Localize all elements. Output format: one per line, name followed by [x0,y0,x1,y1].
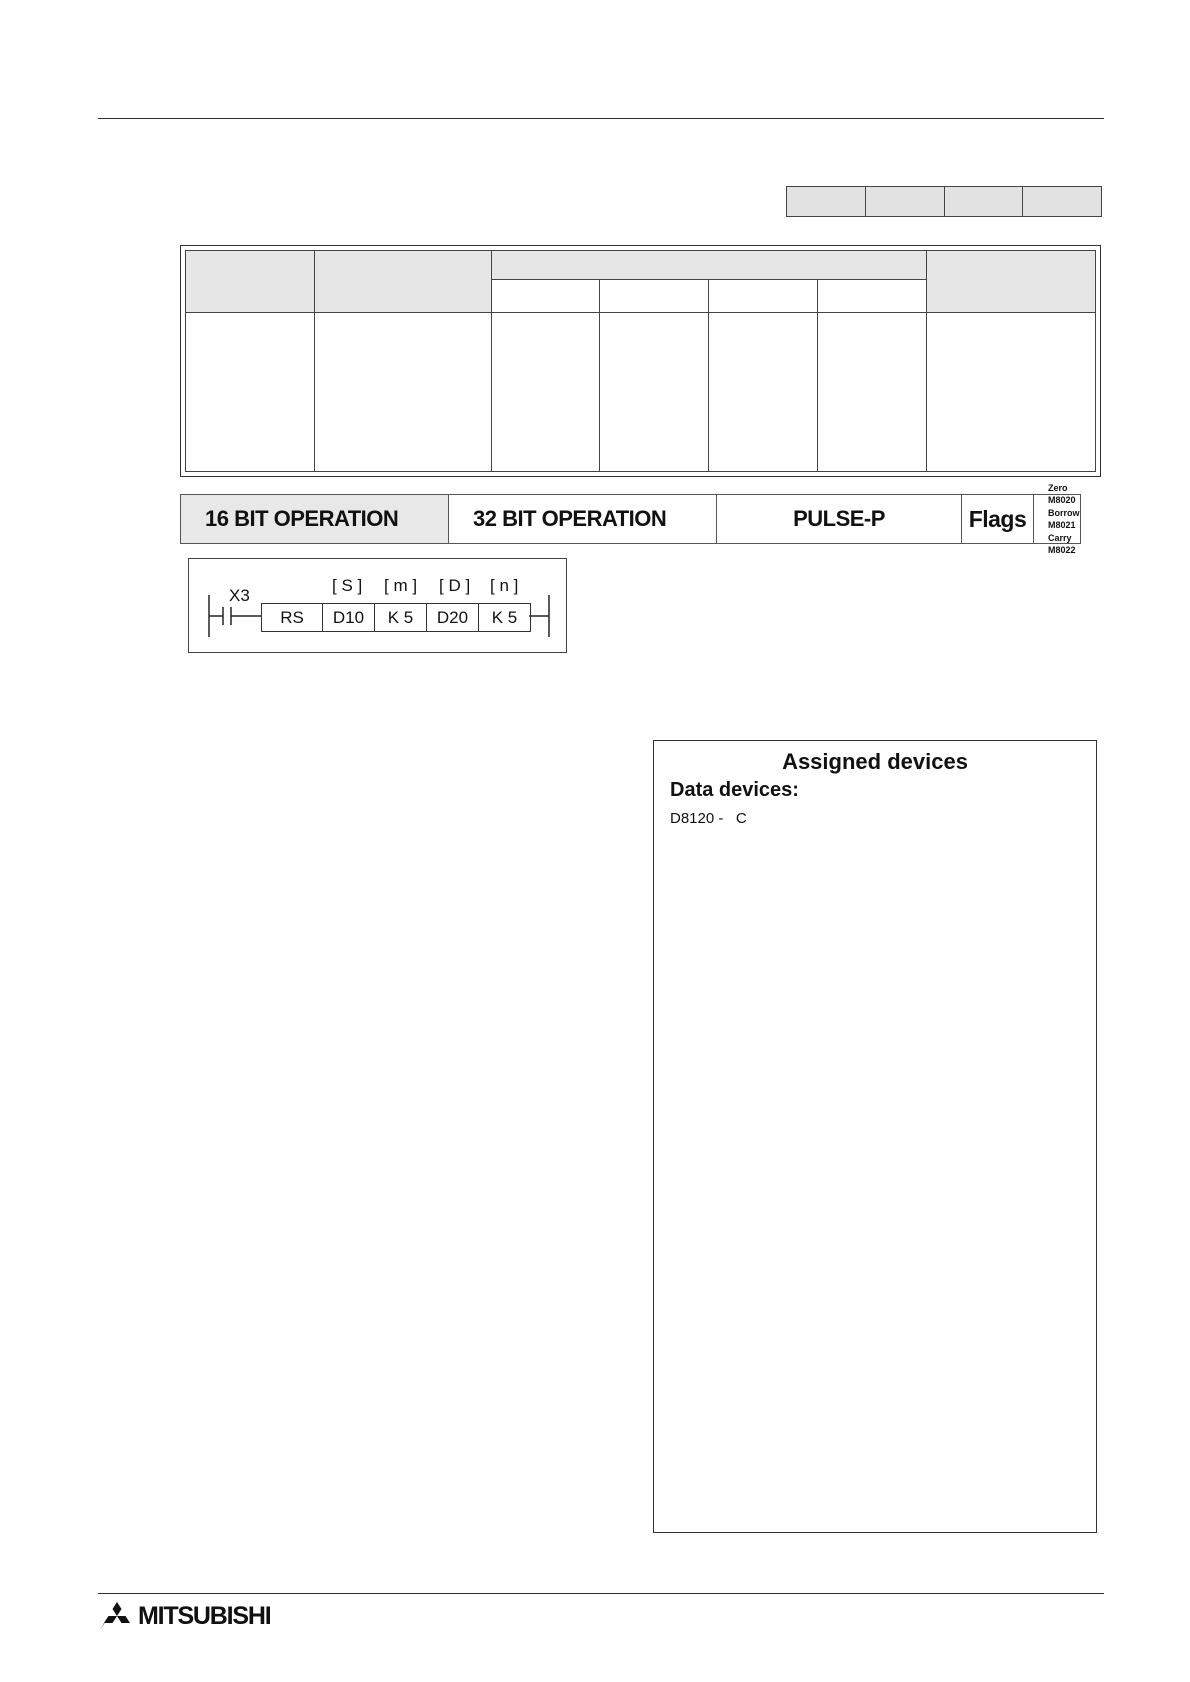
operand-label-n: [ n ] [490,576,519,595]
operand-m-header [600,280,709,313]
brand-name: MITSUBISHI [138,1601,271,1630]
header-cell-3 [945,187,1024,216]
mitsubishi-logo [100,1602,270,1630]
header-cells [786,186,1102,217]
operand-d-cell [709,313,818,472]
operand-m-value: K 5 [375,604,427,631]
header-cell-4 [1023,187,1101,216]
header-cell-2 [866,187,945,216]
bit16-label: 16 BIT OPERATION [205,506,399,531]
operand-m-cell [600,313,709,472]
operand-d-value: D20 [427,604,479,631]
operation-bar [180,482,1081,555]
data-device-line: D8120 - C [670,810,747,827]
instruction-mnemonic: RS [262,604,323,631]
operand-s-cell [492,313,600,472]
operand-table [180,245,1101,477]
three-diamonds-icon [100,1602,134,1630]
bit16-operation [181,495,449,543]
pulse-operation [717,495,962,543]
mnemonic-cell [186,313,315,472]
function-header [315,251,492,313]
instruction-block [261,603,531,632]
operand-label-s: [ S ] [332,576,363,595]
operand-n-header [818,280,927,313]
operand-label-d: [ D ] [439,576,471,595]
assigned-devices-box [653,740,1097,1533]
program-steps-header [927,251,1096,313]
bottom-rule [98,1593,1104,1594]
ladder-diagram [188,558,567,653]
flag-carry: Carry M8022 [1048,532,1076,555]
mnemonic-header [186,251,315,313]
header-cell-1 [787,187,866,216]
flags-label: Flags [968,505,1027,532]
flag-zero: Zero M8020 [1048,482,1076,505]
operand-n-value: K 5 [491,607,518,627]
bit32-operation [449,495,717,543]
assigned-devices-title: Assigned devices [782,749,968,774]
flag-borrow: Borrow M8021 [1048,507,1080,530]
top-rule [98,118,1104,119]
operand-s-value: D10 [323,604,375,631]
function-cell [315,313,492,472]
operands-header [492,251,927,280]
bit32-label: 32 BIT OPERATION [473,506,667,531]
data-devices-heading: Data devices: [670,779,799,801]
flag-list [1034,482,1080,555]
operand-s-header [492,280,600,313]
operand-n-cell [818,313,927,472]
pulse-label: PULSE-P [793,506,885,531]
program-steps-cell [927,313,1096,472]
operand-label-m: [ m ] [384,576,418,595]
operand-d-header [709,280,818,313]
operand-table-grid [185,250,1096,472]
flags-cell [962,495,1034,543]
contact-label: X3 [229,586,250,605]
